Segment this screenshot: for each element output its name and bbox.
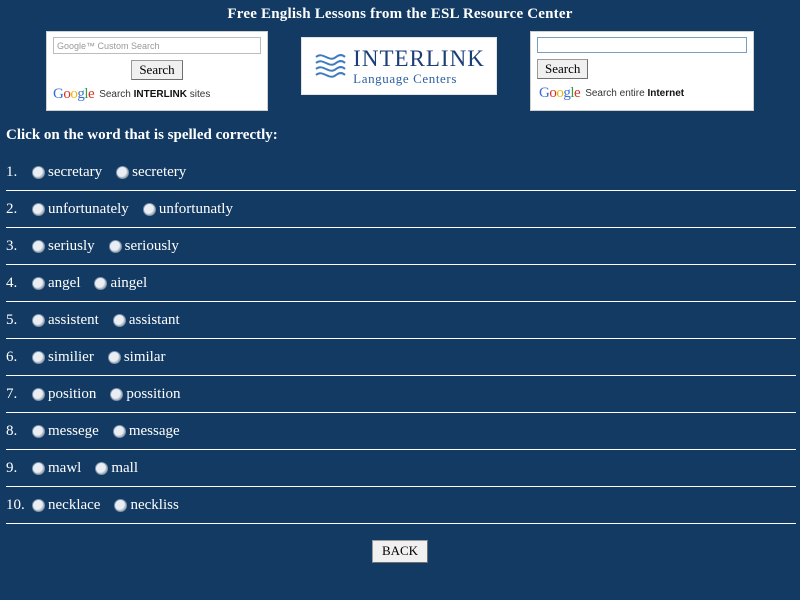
interlink-search-input[interactable]: Google™ Custom Search	[53, 37, 261, 54]
interlink-mark-icon	[313, 49, 347, 83]
quiz-row	[6, 228, 796, 265]
interlink-search-button-row	[53, 60, 261, 80]
question-number: 8.	[6, 422, 18, 439]
radio-icon[interactable]	[32, 314, 45, 327]
quiz-option[interactable]: angel	[32, 275, 80, 291]
quiz-row	[6, 487, 796, 524]
google-logo-icon: Google	[53, 86, 95, 102]
instruction-text: Click on the word that is spelled correctly:	[6, 127, 278, 143]
radio-icon[interactable]	[94, 277, 107, 290]
interlink-logo-name: INTERLINK	[353, 46, 485, 71]
quiz-option[interactable]: aingel	[94, 275, 147, 291]
radio-icon[interactable]	[32, 499, 45, 512]
radio-icon[interactable]	[32, 203, 45, 216]
internet-search-input[interactable]	[537, 37, 747, 53]
quiz-option[interactable]: assistant	[113, 312, 180, 328]
question-number: 10.	[6, 496, 25, 513]
question-number: 2.	[6, 200, 18, 217]
quiz-row	[6, 450, 796, 487]
quiz-option[interactable]: messege	[32, 423, 99, 439]
quiz-row	[6, 376, 796, 413]
radio-icon[interactable]	[116, 166, 129, 179]
interlink-logo	[301, 37, 497, 95]
footer	[0, 540, 800, 563]
radio-icon[interactable]	[95, 462, 108, 475]
quiz-row	[6, 265, 796, 302]
radio-icon[interactable]	[114, 499, 127, 512]
internet-search-button[interactable]: Search	[537, 59, 588, 79]
radio-icon[interactable]	[32, 425, 45, 438]
radio-icon[interactable]	[143, 203, 156, 216]
internet-search-note-text: Search entire Internet	[585, 88, 685, 99]
quiz-option[interactable]: seriously	[109, 238, 179, 254]
interlink-search-note	[53, 87, 261, 102]
quiz-row	[6, 191, 796, 228]
quiz-row	[6, 154, 796, 191]
quiz-option[interactable]: neckliss	[114, 497, 178, 513]
radio-icon[interactable]	[113, 425, 126, 438]
search-row	[0, 23, 800, 111]
question-number: 4.	[6, 274, 18, 291]
radio-icon[interactable]	[32, 166, 45, 179]
quiz-option[interactable]: similier	[32, 349, 94, 365]
quiz-list	[0, 154, 800, 524]
quiz-option[interactable]: possition	[110, 386, 180, 402]
quiz-row	[6, 339, 796, 376]
quiz-option[interactable]: message	[113, 423, 180, 439]
interlink-search-button[interactable]: Search	[131, 60, 182, 80]
interlink-logo-inner	[313, 47, 485, 85]
quiz-option[interactable]: secretary	[32, 164, 102, 180]
google-logo-icon: Google	[539, 85, 581, 101]
radio-icon[interactable]	[108, 351, 121, 364]
quiz-option[interactable]: necklace	[32, 497, 100, 513]
internet-search-button-row	[537, 59, 747, 79]
quiz-row	[6, 302, 796, 339]
quiz-row	[6, 413, 796, 450]
interlink-logo-text	[353, 47, 485, 85]
question-number: 6.	[6, 348, 18, 365]
radio-icon[interactable]	[32, 462, 45, 475]
question-number: 5.	[6, 311, 18, 328]
radio-icon[interactable]	[110, 388, 123, 401]
interlink-search-box	[46, 31, 268, 111]
question-number: 7.	[6, 385, 18, 402]
quiz-option[interactable]: position	[32, 386, 96, 402]
radio-icon[interactable]	[32, 351, 45, 364]
quiz-option[interactable]: unfortunatly	[143, 201, 233, 217]
page-title: Free English Lessons from the ESL Resource Center	[227, 6, 573, 22]
quiz-option[interactable]: seriusly	[32, 238, 95, 254]
question-number: 3.	[6, 237, 18, 254]
quiz-option[interactable]: unfortunately	[32, 201, 129, 217]
quiz-option[interactable]: mawl	[32, 460, 81, 476]
radio-icon[interactable]	[32, 388, 45, 401]
internet-search-box	[530, 31, 754, 111]
quiz-option[interactable]: mall	[95, 460, 138, 476]
interlink-logo-subtitle: Language Centers	[353, 71, 457, 86]
question-number: 1.	[6, 163, 18, 180]
radio-icon[interactable]	[113, 314, 126, 327]
radio-icon[interactable]	[32, 277, 45, 290]
back-button[interactable]: BACK	[372, 540, 428, 563]
interlink-search-note-text: Search INTERLINK sites	[99, 89, 211, 100]
question-number: 9.	[6, 459, 18, 476]
radio-icon[interactable]	[32, 240, 45, 253]
quiz-option[interactable]: secretery	[116, 164, 186, 180]
quiz-option[interactable]: assistent	[32, 312, 99, 328]
quiz-option[interactable]: similar	[108, 349, 166, 365]
internet-search-note	[537, 86, 747, 101]
radio-icon[interactable]	[109, 240, 122, 253]
